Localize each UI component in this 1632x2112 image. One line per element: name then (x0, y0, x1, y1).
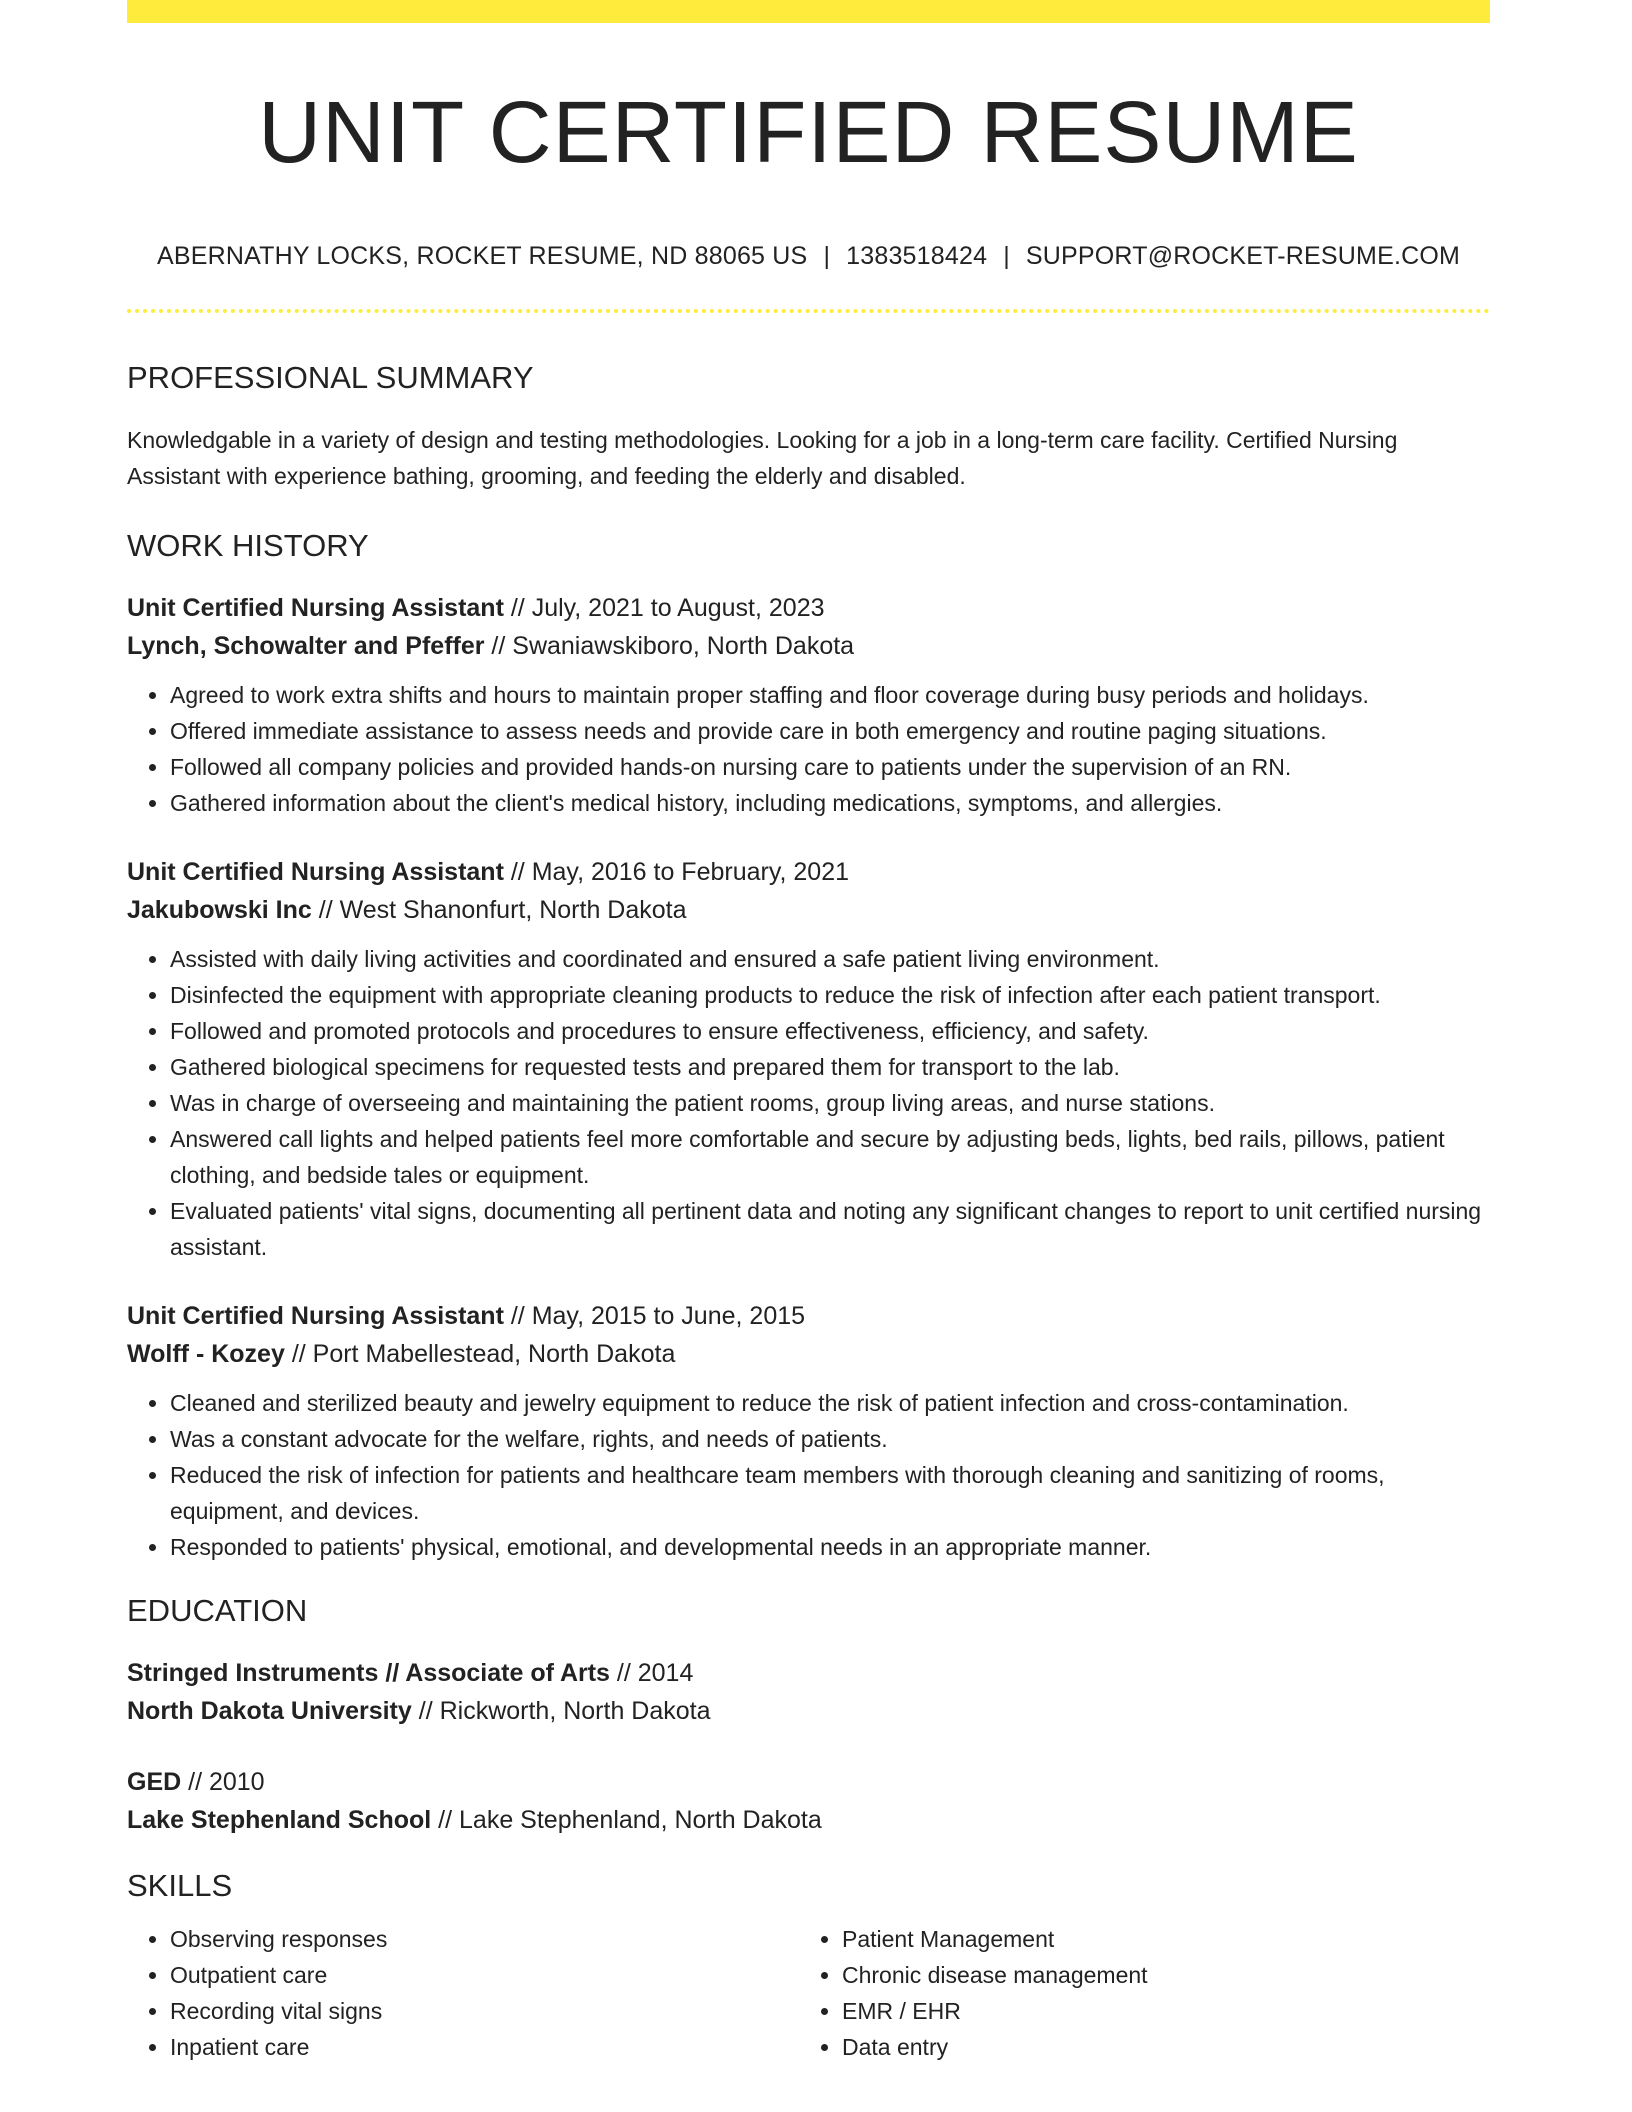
job-title: Unit Certified Nursing Assistant (127, 594, 504, 622)
job-company: Wolff - Kozey (127, 1340, 285, 1368)
job-location: // Port Mabellestead, North Dakota (284, 1340, 676, 1368)
contact-address: ABERNATHY LOCKS, ROCKET RESUME, ND 88065 US (156, 242, 808, 270)
education-heading: EDUCATION (127, 1593, 308, 1628)
education-year: // 2014 (609, 1659, 694, 1687)
job-bullet: • Agreed to work extra shifts and hours to maintain proper staffing and floor coverage during busy periods and holidays. (170, 677, 1490, 713)
education-degree-line (127, 1654, 1490, 1692)
skill-item: • Data entry (842, 2029, 1471, 2065)
education-degree-line (127, 1763, 1490, 1801)
contact-phone: 1383518424 (846, 242, 988, 270)
skills-column-right (799, 1921, 1471, 2065)
skills-grid (127, 1921, 1490, 2065)
education-year: // 2010 (181, 1768, 265, 1796)
job-location: // Swaniawskiboro, North Dakota (484, 632, 855, 660)
education-location: // Lake Stephenland, North Dakota (431, 1806, 822, 1834)
skill-item: • Recording vital signs (170, 1993, 799, 2029)
contact-separator: | (823, 242, 831, 270)
job-title-line (127, 589, 1490, 627)
education-entry (127, 1763, 1490, 1839)
resume-page (127, 0, 1490, 2065)
job-bullet: • Disinfected the equipment with appropriate cleaning products to reduce the risk of infection after each patient transport. (170, 977, 1490, 1013)
skill-item: • Inpatient care (170, 2029, 799, 2065)
job-title-line (127, 853, 1490, 891)
job-title: Unit Certified Nursing Assistant (127, 858, 504, 886)
job-entry (127, 853, 1490, 1265)
education-school: North Dakota University (127, 1697, 412, 1725)
job-entry (127, 589, 1490, 821)
contact-email: SUPPORT@ROCKET-RESUME.COM (1025, 242, 1461, 270)
job-location: // West Shanonfurt, North Dakota (311, 896, 687, 924)
education-school: Lake Stephenland School (127, 1806, 432, 1834)
job-bullets (127, 1385, 1490, 1565)
job-bullet: • Reduced the risk of infection for patients and healthcare team members with thorough cleaning and sanitizing of rooms, equipment, and devices. (170, 1457, 1490, 1529)
education-school-line (127, 1801, 1490, 1839)
skills-heading: SKILLS (127, 1868, 233, 1903)
skill-item: • Chronic disease management (842, 1957, 1471, 1993)
job-bullet: • Followed all company policies and provided hands-on nursing care to patients under the supervision of an RN. (170, 749, 1490, 785)
job-dates: // May, 2016 to February, 2021 (503, 858, 849, 886)
education-degree: Stringed Instruments // Associate of Arts (127, 1659, 610, 1687)
job-bullets (127, 941, 1490, 1265)
job-bullet: • Cleaned and sterilized beauty and jewelry equipment to reduce the risk of patient infection and cross-contamination. (170, 1385, 1490, 1421)
skill-item: • Patient Management (842, 1921, 1471, 1957)
job-dates: // July, 2021 to August, 2023 (503, 594, 825, 622)
job-dates: // May, 2015 to June, 2015 (503, 1302, 806, 1330)
education-location: // Rickworth, North Dakota (411, 1697, 711, 1725)
summary-heading: PROFESSIONAL SUMMARY (127, 360, 534, 395)
accent-top-bar (127, 0, 1490, 23)
job-bullet: • Offered immediate assistance to assess needs and provide care in both emergency and routine paging situations. (170, 713, 1490, 749)
job-company-line (127, 627, 1490, 665)
job-bullet: • Was in charge of overseeing and maintaining the patient rooms, group living areas, and nurse stations. (170, 1085, 1490, 1121)
resume-title: UNIT CERTIFIED RESUME (258, 84, 1359, 181)
job-bullet: • Responded to patients' physical, emotional, and developmental needs in an appropriate manner. (170, 1529, 1490, 1565)
job-entry (127, 1297, 1490, 1565)
skill-item: • Observing responses (170, 1921, 799, 1957)
job-bullet: • Followed and promoted protocols and procedures to ensure effectiveness, efficiency, and safety. (170, 1013, 1490, 1049)
job-bullet: • Evaluated patients' vital signs, documenting all pertinent data and noting any significant changes to report to unit certified nursing assistant. (170, 1193, 1490, 1265)
education-school-line (127, 1692, 1490, 1730)
summary-text: Knowledgable in a variety of design and testing methodologies. Looking for a job in a long-term care facility. Certified Nursing Assistant with experience bathing, grooming, and feeding the elderly and disabled. (127, 427, 1398, 489)
dotted-divider (127, 309, 1490, 313)
job-title: Unit Certified Nursing Assistant (127, 1302, 504, 1330)
job-bullet: • Was a constant advocate for the welfare, rights, and needs of patients. (170, 1421, 1490, 1457)
contact-line (127, 242, 1490, 271)
contact-separator: | (1003, 242, 1010, 270)
job-bullets (127, 677, 1490, 821)
skills-column-left (127, 1921, 799, 2065)
job-company-line (127, 891, 1490, 929)
education-entry (127, 1654, 1490, 1730)
skill-item: • EMR / EHR (842, 1993, 1471, 2029)
education-degree: GED (127, 1768, 182, 1796)
job-bullet: • Answered call lights and helped patients feel more comfortable and secure by adjusting beds, lights, bed rails, pillows, patient clothing, and bedside tales or equipment. (170, 1121, 1490, 1193)
job-bullet: • Gathered biological specimens for requested tests and prepared them for transport to the lab. (170, 1049, 1490, 1085)
job-company-line (127, 1335, 1490, 1373)
job-bullet: • Gathered information about the client's medical history, including medications, symptoms, and allergies. (170, 785, 1490, 821)
skill-item: • Outpatient care (170, 1957, 799, 1993)
job-company: Jakubowski Inc (127, 896, 312, 924)
work-history-heading: WORK HISTORY (127, 528, 369, 563)
job-company: Lynch, Schowalter and Pfeffer (127, 632, 485, 660)
job-title-line (127, 1297, 1490, 1335)
job-bullet: • Assisted with daily living activities and coordinated and ensured a safe patient living environment. (170, 941, 1490, 977)
